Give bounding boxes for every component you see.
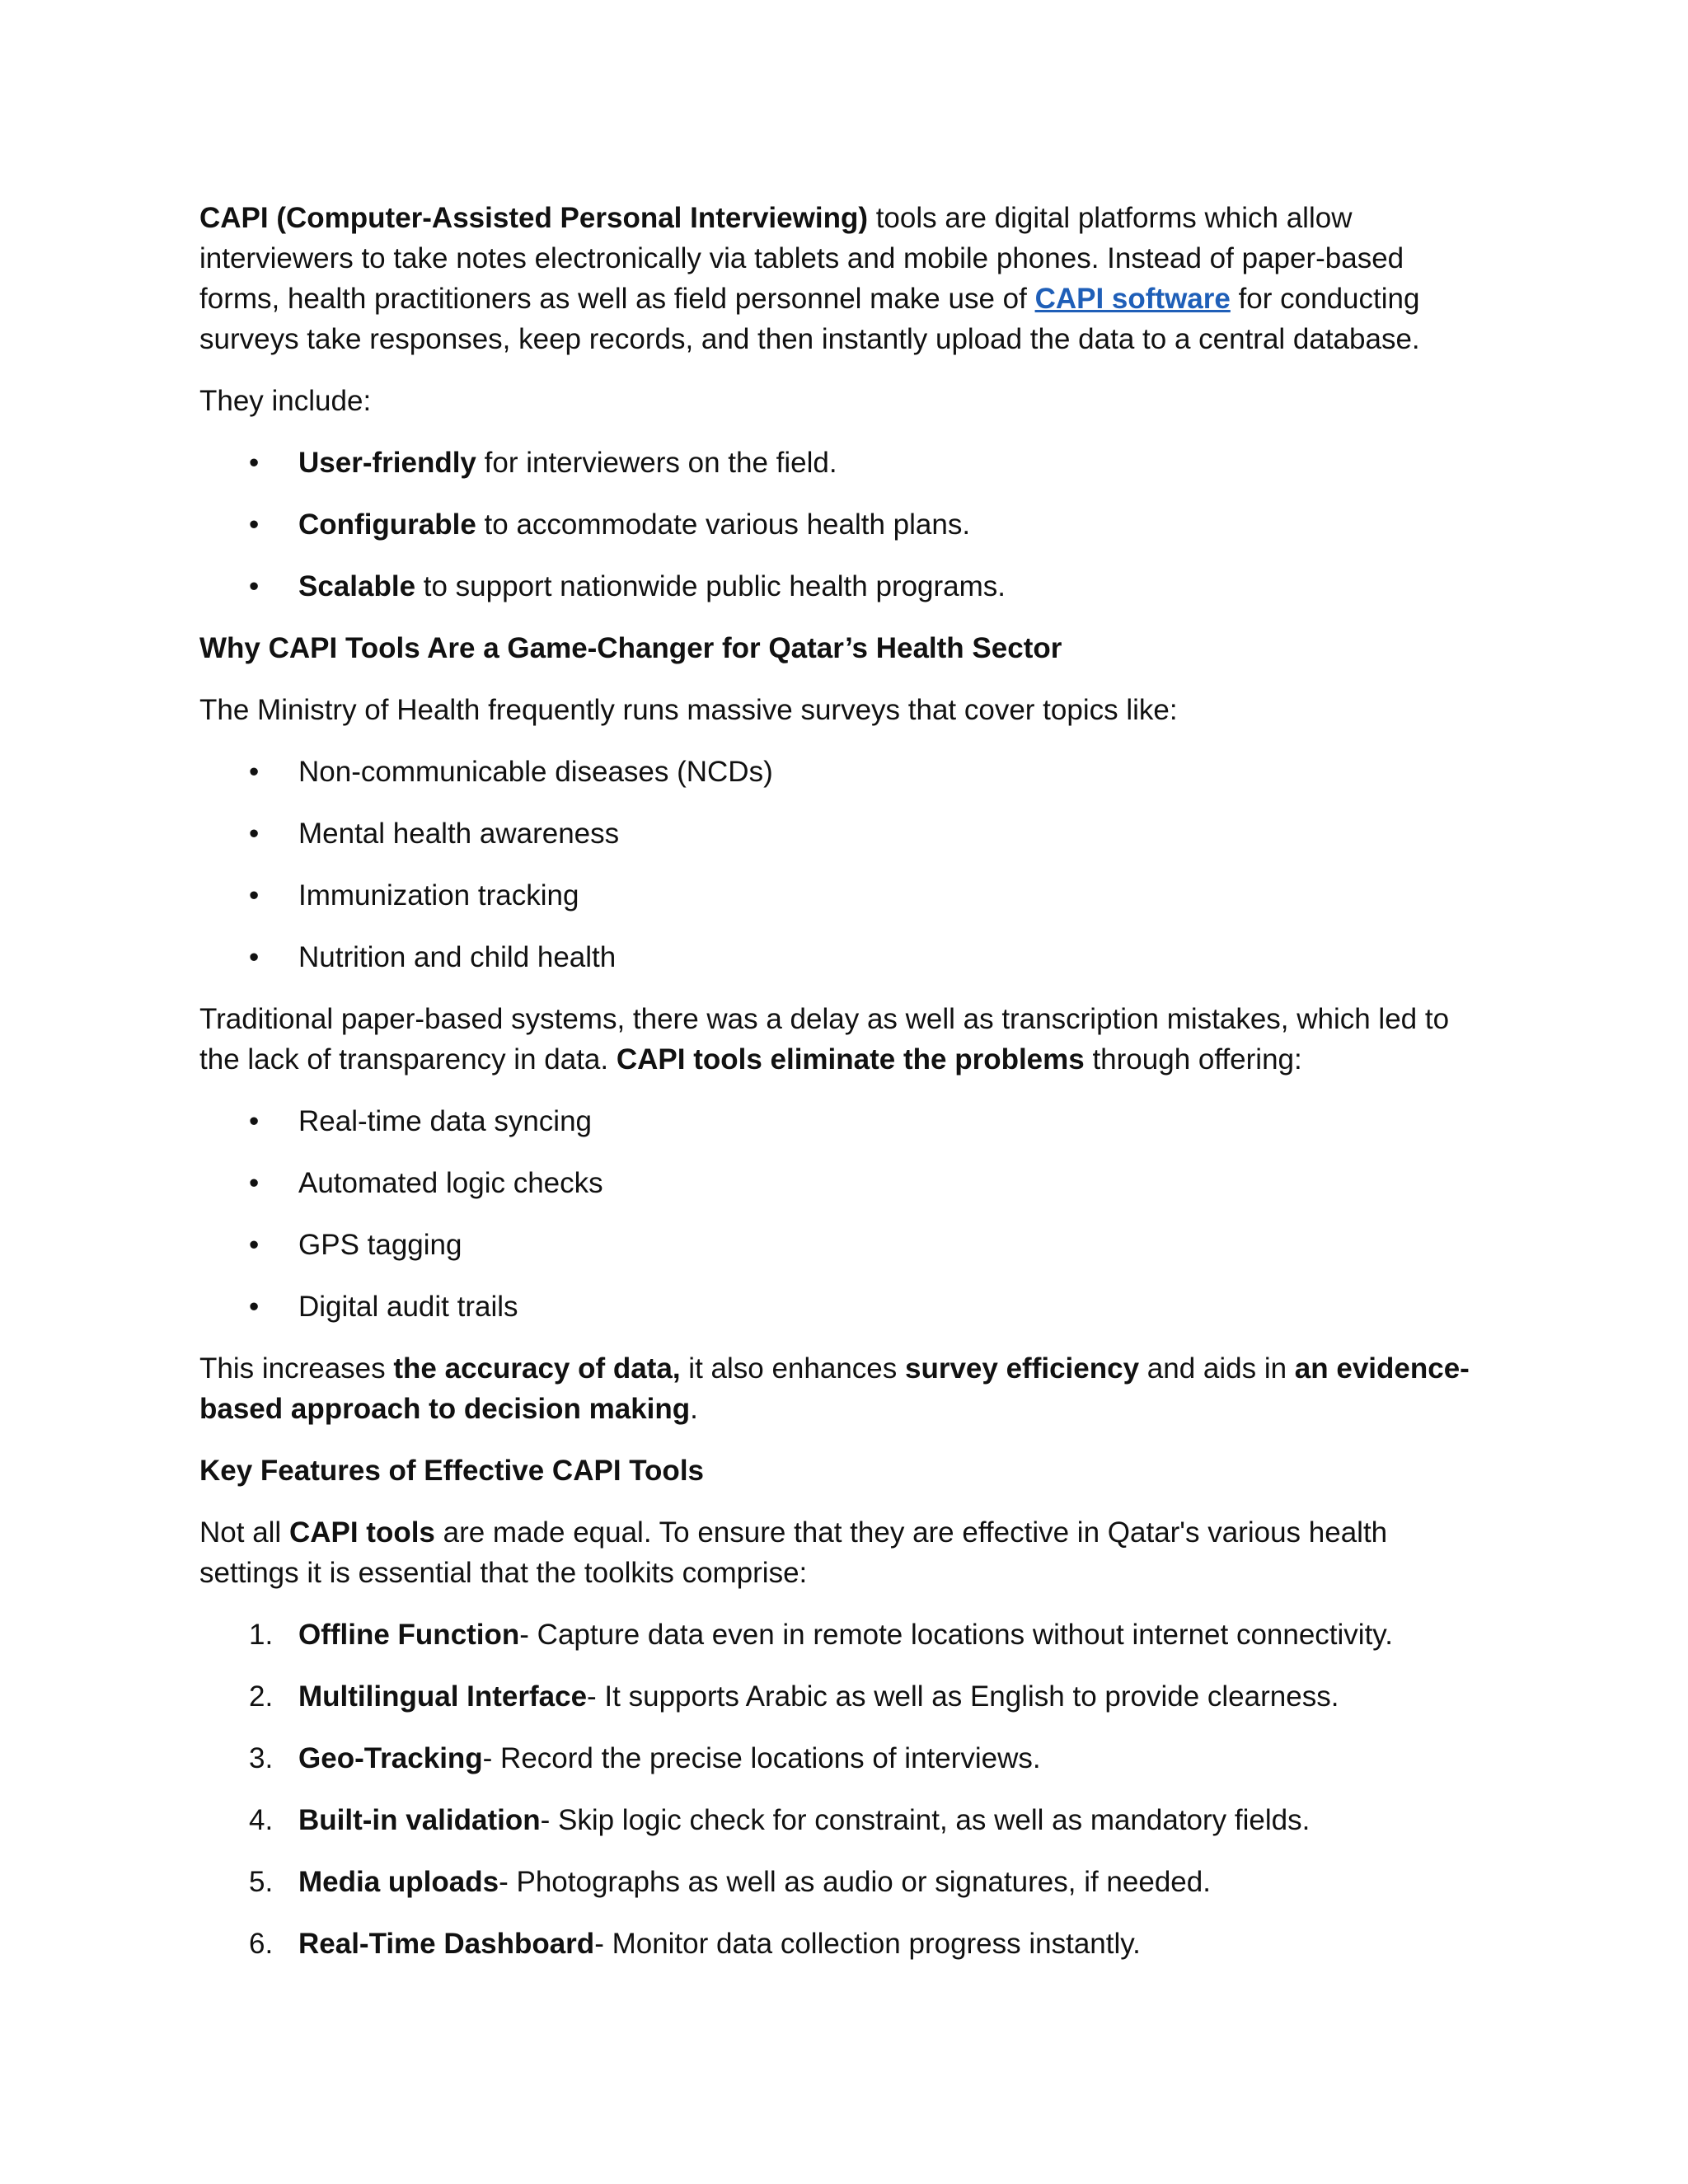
they-include-text: They include: — [199, 385, 372, 417]
feature-title: Offline Function — [298, 1619, 520, 1651]
feature-text: - Capture data even in remote locations without internet connectivity. — [519, 1619, 1393, 1651]
list-item-bold: Configurable — [298, 509, 476, 541]
list-item-bold: User-friendly — [298, 447, 476, 479]
increases-t2: it also enhances — [680, 1352, 905, 1385]
list-item: • Mental health awareness — [199, 813, 1485, 854]
feature-title: Geo-Tracking — [298, 1742, 483, 1774]
not-all-paragraph — [199, 1512, 1485, 1593]
feature-title: Media uploads — [298, 1866, 499, 1898]
list-item-text: for interviewers on the field. — [476, 447, 837, 479]
increases-t3: and aids in — [1139, 1352, 1295, 1385]
list-item — [199, 1738, 1485, 1779]
document-body — [199, 198, 1485, 1985]
intro-text-a: tools are digital platforms which allow interviewers to take notes electronically via tablets and mobile phones. Instead of paper-based forms, health practitioners as well as field personnel make use of — [199, 202, 1404, 315]
traditional-paragraph — [199, 999, 1485, 1080]
feature-text: - Skip logic check for constraint, as well as mandatory fields. — [540, 1804, 1311, 1836]
traditional-text-b: through offering: — [1084, 1043, 1302, 1076]
list-item — [199, 566, 1485, 607]
notall-b1: CAPI tools — [288, 1516, 435, 1549]
intro-term: CAPI (Computer-Assisted Personal Interviewing) — [199, 202, 868, 234]
list-item — [199, 1615, 1485, 1655]
increases-b3: an evidence-based approach to decision making — [199, 1352, 1470, 1425]
intro-paragraph — [199, 198, 1485, 359]
list-item: • GPS tagging — [199, 1225, 1485, 1265]
list-item — [199, 504, 1485, 545]
topics-list — [199, 752, 1485, 977]
list-item: • Automated logic checks — [199, 1163, 1485, 1203]
list-item: • Immunization tracking — [199, 875, 1485, 916]
list-number: 5. — [249, 1866, 274, 1898]
list-item-text: to accommodate various health plans. — [476, 509, 971, 541]
feature-text: - Record the precise locations of interviews. — [482, 1742, 1041, 1774]
feature-title: Built-in validation — [298, 1804, 541, 1836]
feature-text: - It supports Arabic as well as English to provide clearness. — [587, 1680, 1339, 1713]
ministry-paragraph: The Ministry of Health frequently runs massive surveys that cover topics like: — [199, 694, 1178, 726]
include-list — [199, 443, 1485, 607]
list-number: 6. — [249, 1928, 274, 1960]
list-item — [199, 1800, 1485, 1840]
increases-t1: This increases — [199, 1352, 394, 1385]
increases-t4: . — [690, 1393, 698, 1425]
feature-text: - Monitor data collection progress instantly. — [594, 1928, 1141, 1960]
notall-t1: Not all — [199, 1516, 289, 1549]
list-item-bold: Scalable — [298, 570, 416, 602]
list-number: 1. — [249, 1619, 274, 1651]
notall-t2: are made equal. To ensure that they are effective in Qatar's various health settings it is essential that the toolkits comprise: — [199, 1516, 1388, 1589]
list-item — [199, 443, 1485, 483]
feature-text: - Photographs as well as audio or signatures, if needed. — [499, 1866, 1211, 1898]
section-heading-game-changer: Why CAPI Tools Are a Game-Changer for Qatar’s Health Sector — [199, 632, 1062, 664]
list-item — [199, 1862, 1485, 1902]
list-item — [199, 1924, 1485, 1964]
traditional-text-a: Traditional paper-based systems, there was a delay as well as transcription mistakes, which led to the lack of transparency in data. — [199, 1003, 1450, 1076]
list-item — [199, 1676, 1485, 1717]
list-number: 2. — [249, 1680, 274, 1713]
offerings-list — [199, 1101, 1485, 1327]
increases-b1: the accuracy of data, — [393, 1352, 681, 1385]
capi-software-link[interactable]: CAPI software — [1034, 283, 1231, 315]
list-number: 3. — [249, 1742, 274, 1774]
list-number: 4. — [249, 1804, 274, 1836]
feature-title: Multilingual Interface — [298, 1680, 588, 1713]
traditional-bold: CAPI tools eliminate the problems — [616, 1043, 1085, 1076]
list-item-text: to support nationwide public health programs. — [415, 570, 1006, 602]
features-list — [199, 1615, 1485, 1964]
section-heading-key-features: Key Features of Effective CAPI Tools — [199, 1455, 705, 1487]
intro-text-b: for conducting surveys take responses, keep records, and then instantly upload the data to a central database. — [199, 283, 1420, 355]
list-item: • Digital audit trails — [199, 1286, 1485, 1327]
list-item: • Nutrition and child health — [199, 937, 1485, 977]
list-item: • Real-time data syncing — [199, 1101, 1485, 1141]
increases-b2: survey efficiency — [904, 1352, 1140, 1385]
increases-paragraph — [199, 1348, 1485, 1429]
feature-title: Real-Time Dashboard — [298, 1928, 595, 1960]
list-item: • Non-communicable diseases (NCDs) — [199, 752, 1485, 792]
